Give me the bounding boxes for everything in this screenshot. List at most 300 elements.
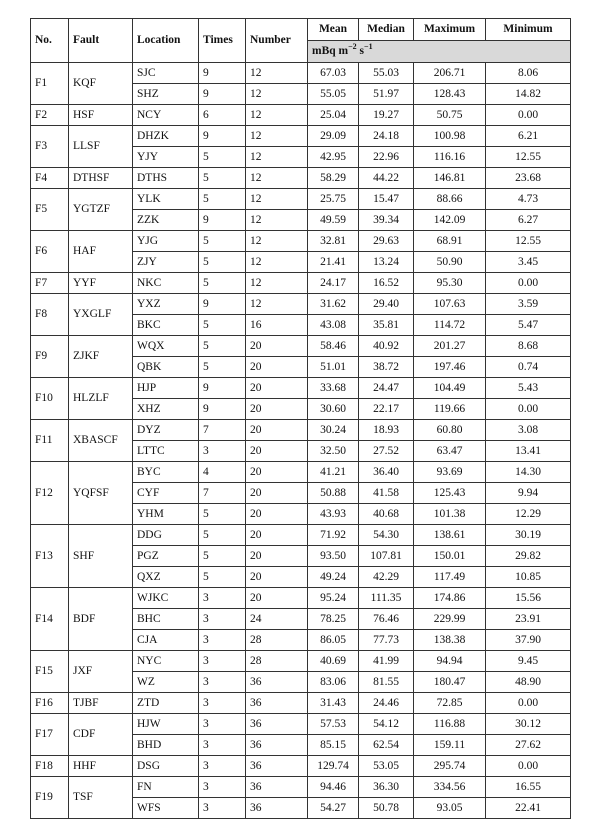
table-row <box>31 714 571 735</box>
number-cell: 20 <box>246 441 308 462</box>
times-cell: 6 <box>199 105 246 126</box>
location-cell: FN <box>133 777 199 798</box>
location-cell: NCY <box>133 105 199 126</box>
number-cell: 20 <box>246 357 308 378</box>
minimum-cell: 10.85 <box>486 567 571 588</box>
fault-name-cell: TJBF <box>69 693 133 714</box>
fault-name-cell: HLZLF <box>69 378 133 420</box>
fault-no-cell: F16 <box>31 693 69 714</box>
fault-no-cell: F12 <box>31 462 69 525</box>
mean-cell: 25.75 <box>308 189 359 210</box>
number-cell: 12 <box>246 294 308 315</box>
number-cell: 20 <box>246 588 308 609</box>
number-cell: 12 <box>246 168 308 189</box>
location-cell: YHM <box>133 504 199 525</box>
minimum-cell: 16.55 <box>486 777 571 798</box>
number-cell: 20 <box>246 483 308 504</box>
fault-no-cell: F5 <box>31 189 69 231</box>
minimum-cell: 30.12 <box>486 714 571 735</box>
header-no: No. <box>31 19 69 63</box>
times-cell: 5 <box>199 168 246 189</box>
times-cell: 3 <box>199 693 246 714</box>
number-cell: 20 <box>246 399 308 420</box>
maximum-cell: 119.66 <box>414 399 486 420</box>
minimum-cell: 3.45 <box>486 252 571 273</box>
header-mean: Mean <box>308 19 359 41</box>
maximum-cell: 68.91 <box>414 231 486 252</box>
number-cell: 12 <box>246 84 308 105</box>
location-cell: DSG <box>133 756 199 777</box>
mean-cell: 43.93 <box>308 504 359 525</box>
minimum-cell: 9.94 <box>486 483 571 504</box>
fault-no-cell: F3 <box>31 126 69 168</box>
maximum-cell: 50.90 <box>414 252 486 273</box>
maximum-cell: 101.38 <box>414 504 486 525</box>
median-cell: 42.29 <box>359 567 414 588</box>
fault-name-cell: KQF <box>69 63 133 105</box>
number-cell: 36 <box>246 693 308 714</box>
maximum-cell: 229.99 <box>414 609 486 630</box>
fault-no-cell: F7 <box>31 273 69 294</box>
mean-cell: 85.15 <box>308 735 359 756</box>
number-cell: 36 <box>246 777 308 798</box>
median-cell: 22.17 <box>359 399 414 420</box>
location-cell: NKC <box>133 273 199 294</box>
fault-no-cell: F9 <box>31 336 69 378</box>
times-cell: 3 <box>199 714 246 735</box>
location-cell: XHZ <box>133 399 199 420</box>
table-row <box>31 693 571 714</box>
fault-no-cell: F13 <box>31 525 69 588</box>
median-cell: 15.47 <box>359 189 414 210</box>
median-cell: 107.81 <box>359 546 414 567</box>
location-cell: DDG <box>133 525 199 546</box>
maximum-cell: 104.49 <box>414 378 486 399</box>
mean-cell: 29.09 <box>308 126 359 147</box>
minimum-cell: 9.45 <box>486 651 571 672</box>
location-cell: YXZ <box>133 294 199 315</box>
minimum-cell: 30.19 <box>486 525 571 546</box>
location-cell: YJG <box>133 231 199 252</box>
minimum-cell: 12.55 <box>486 147 571 168</box>
number-cell: 12 <box>246 63 308 84</box>
times-cell: 3 <box>199 609 246 630</box>
fault-name-cell: YQFSF <box>69 462 133 525</box>
number-cell: 20 <box>246 420 308 441</box>
minimum-cell: 12.55 <box>486 231 571 252</box>
fault-no-cell: F11 <box>31 420 69 462</box>
median-cell: 51.97 <box>359 84 414 105</box>
location-cell: BHC <box>133 609 199 630</box>
median-cell: 41.58 <box>359 483 414 504</box>
location-cell: YLK <box>133 189 199 210</box>
times-cell: 3 <box>199 441 246 462</box>
maximum-cell: 100.98 <box>414 126 486 147</box>
fault-name-cell: DTHSF <box>69 168 133 189</box>
minimum-cell: 8.68 <box>486 336 571 357</box>
header-times: Times <box>199 19 246 63</box>
maximum-cell: 128.43 <box>414 84 486 105</box>
minimum-cell: 22.41 <box>486 798 571 819</box>
table-body <box>31 63 571 819</box>
header-median: Median <box>359 19 414 41</box>
fault-name-cell: CDF <box>69 714 133 756</box>
maximum-cell: 93.69 <box>414 462 486 483</box>
mean-cell: 43.08 <box>308 315 359 336</box>
median-cell: 76.46 <box>359 609 414 630</box>
number-cell: 12 <box>246 189 308 210</box>
table-header <box>31 19 571 63</box>
maximum-cell: 159.11 <box>414 735 486 756</box>
times-cell: 9 <box>199 210 246 231</box>
fault-name-cell: SHF <box>69 525 133 588</box>
times-cell: 3 <box>199 798 246 819</box>
location-cell: BKC <box>133 315 199 336</box>
mean-cell: 25.04 <box>308 105 359 126</box>
number-cell: 12 <box>246 210 308 231</box>
number-cell: 24 <box>246 609 308 630</box>
location-cell: CYF <box>133 483 199 504</box>
mean-cell: 58.46 <box>308 336 359 357</box>
mean-cell: 71.92 <box>308 525 359 546</box>
number-cell: 16 <box>246 315 308 336</box>
location-cell: LTTC <box>133 441 199 462</box>
number-cell: 36 <box>246 798 308 819</box>
number-cell: 36 <box>246 735 308 756</box>
minimum-cell: 48.90 <box>486 672 571 693</box>
times-cell: 5 <box>199 504 246 525</box>
median-cell: 53.05 <box>359 756 414 777</box>
mean-cell: 41.21 <box>308 462 359 483</box>
median-cell: 81.55 <box>359 672 414 693</box>
location-cell: WJKC <box>133 588 199 609</box>
fault-no-cell: F1 <box>31 63 69 105</box>
times-cell: 5 <box>199 147 246 168</box>
mean-cell: 51.01 <box>308 357 359 378</box>
table-row <box>31 420 571 441</box>
unit-exponent-2: −1 <box>364 42 373 52</box>
maximum-cell: 60.80 <box>414 420 486 441</box>
number-cell: 36 <box>246 756 308 777</box>
fault-name-cell: HAF <box>69 231 133 273</box>
fault-name-cell: TSF <box>69 777 133 819</box>
table-row <box>31 231 571 252</box>
mean-cell: 86.05 <box>308 630 359 651</box>
table-page <box>30 18 570 819</box>
mean-cell: 49.59 <box>308 210 359 231</box>
fault-name-cell: JXF <box>69 651 133 693</box>
number-cell: 20 <box>246 336 308 357</box>
mean-cell: 95.24 <box>308 588 359 609</box>
times-cell: 3 <box>199 735 246 756</box>
times-cell: 4 <box>199 462 246 483</box>
table-row <box>31 651 571 672</box>
mean-cell: 33.68 <box>308 378 359 399</box>
number-cell: 36 <box>246 714 308 735</box>
number-cell: 12 <box>246 231 308 252</box>
maximum-cell: 146.81 <box>414 168 486 189</box>
times-cell: 5 <box>199 336 246 357</box>
maximum-cell: 88.66 <box>414 189 486 210</box>
maximum-cell: 174.86 <box>414 588 486 609</box>
median-cell: 41.99 <box>359 651 414 672</box>
median-cell: 77.73 <box>359 630 414 651</box>
mean-cell: 49.24 <box>308 567 359 588</box>
minimum-cell: 14.82 <box>486 84 571 105</box>
unit-mid: s <box>356 45 365 57</box>
times-cell: 9 <box>199 126 246 147</box>
mean-cell: 42.95 <box>308 147 359 168</box>
minimum-cell: 13.41 <box>486 441 571 462</box>
mean-cell: 129.74 <box>308 756 359 777</box>
location-cell: YJY <box>133 147 199 168</box>
location-cell: SHZ <box>133 84 199 105</box>
fault-name-cell: BDF <box>69 588 133 651</box>
table-row <box>31 168 571 189</box>
location-cell: WZ <box>133 672 199 693</box>
minimum-cell: 0.74 <box>486 357 571 378</box>
maximum-cell: 138.61 <box>414 525 486 546</box>
location-cell: NYC <box>133 651 199 672</box>
table-row <box>31 105 571 126</box>
maximum-cell: 142.09 <box>414 210 486 231</box>
fault-name-cell: HHF <box>69 756 133 777</box>
header-maximum: Maximum <box>414 19 486 41</box>
median-cell: 27.52 <box>359 441 414 462</box>
maximum-cell: 295.74 <box>414 756 486 777</box>
header-fault: Fault <box>69 19 133 63</box>
table-row <box>31 588 571 609</box>
location-cell: QBK <box>133 357 199 378</box>
table-row <box>31 63 571 84</box>
number-cell: 20 <box>246 378 308 399</box>
times-cell: 5 <box>199 525 246 546</box>
maximum-cell: 63.47 <box>414 441 486 462</box>
header-row-1 <box>31 19 571 41</box>
header-minimum: Minimum <box>486 19 571 41</box>
location-cell: BHD <box>133 735 199 756</box>
mean-cell: 67.03 <box>308 63 359 84</box>
minimum-cell: 5.43 <box>486 378 571 399</box>
location-cell: WFS <box>133 798 199 819</box>
location-cell: QXZ <box>133 567 199 588</box>
location-cell: DTHS <box>133 168 199 189</box>
minimum-cell: 0.00 <box>486 273 571 294</box>
minimum-cell: 27.62 <box>486 735 571 756</box>
median-cell: 16.52 <box>359 273 414 294</box>
times-cell: 3 <box>199 672 246 693</box>
maximum-cell: 114.72 <box>414 315 486 336</box>
fault-no-cell: F18 <box>31 756 69 777</box>
maximum-cell: 93.05 <box>414 798 486 819</box>
fault-no-cell: F17 <box>31 714 69 756</box>
median-cell: 29.63 <box>359 231 414 252</box>
number-cell: 28 <box>246 651 308 672</box>
minimum-cell: 0.00 <box>486 399 571 420</box>
minimum-cell: 0.00 <box>486 756 571 777</box>
minimum-cell: 37.90 <box>486 630 571 651</box>
fault-name-cell: HSF <box>69 105 133 126</box>
fault-no-cell: F15 <box>31 651 69 693</box>
minimum-cell: 12.29 <box>486 504 571 525</box>
fault-name-cell: ZJKF <box>69 336 133 378</box>
fault-no-cell: F2 <box>31 105 69 126</box>
median-cell: 24.46 <box>359 693 414 714</box>
location-cell: HJW <box>133 714 199 735</box>
maximum-cell: 206.71 <box>414 63 486 84</box>
header-location: Location <box>133 19 199 63</box>
times-cell: 3 <box>199 630 246 651</box>
times-cell: 5 <box>199 546 246 567</box>
header-unit <box>308 41 571 63</box>
location-cell: ZJY <box>133 252 199 273</box>
fault-name-cell: YGTZF <box>69 189 133 231</box>
median-cell: 62.54 <box>359 735 414 756</box>
median-cell: 35.81 <box>359 315 414 336</box>
minimum-cell: 8.06 <box>486 63 571 84</box>
number-cell: 28 <box>246 630 308 651</box>
fault-name-cell: YYF <box>69 273 133 294</box>
minimum-cell: 15.56 <box>486 588 571 609</box>
median-cell: 54.30 <box>359 525 414 546</box>
median-cell: 19.27 <box>359 105 414 126</box>
median-cell: 24.18 <box>359 126 414 147</box>
times-cell: 5 <box>199 315 246 336</box>
median-cell: 55.03 <box>359 63 414 84</box>
median-cell: 36.30 <box>359 777 414 798</box>
median-cell: 13.24 <box>359 252 414 273</box>
maximum-cell: 138.38 <box>414 630 486 651</box>
number-cell: 12 <box>246 252 308 273</box>
number-cell: 12 <box>246 126 308 147</box>
median-cell: 50.78 <box>359 798 414 819</box>
mean-cell: 24.17 <box>308 273 359 294</box>
times-cell: 9 <box>199 399 246 420</box>
maximum-cell: 334.56 <box>414 777 486 798</box>
times-cell: 9 <box>199 84 246 105</box>
times-cell: 3 <box>199 756 246 777</box>
median-cell: 18.93 <box>359 420 414 441</box>
location-cell: DYZ <box>133 420 199 441</box>
times-cell: 5 <box>199 189 246 210</box>
mean-cell: 31.43 <box>308 693 359 714</box>
median-cell: 44.22 <box>359 168 414 189</box>
times-cell: 3 <box>199 777 246 798</box>
maximum-cell: 94.94 <box>414 651 486 672</box>
mean-cell: 54.27 <box>308 798 359 819</box>
minimum-cell: 29.82 <box>486 546 571 567</box>
table-row <box>31 756 571 777</box>
mean-cell: 57.53 <box>308 714 359 735</box>
mean-cell: 30.24 <box>308 420 359 441</box>
location-cell: WQX <box>133 336 199 357</box>
times-cell: 5 <box>199 252 246 273</box>
table-row <box>31 777 571 798</box>
unit-main: mBq m <box>312 45 349 57</box>
minimum-cell: 6.27 <box>486 210 571 231</box>
times-cell: 5 <box>199 273 246 294</box>
maximum-cell: 95.30 <box>414 273 486 294</box>
radon-flux-table <box>30 18 571 819</box>
minimum-cell: 5.47 <box>486 315 571 336</box>
times-cell: 9 <box>199 378 246 399</box>
number-cell: 12 <box>246 105 308 126</box>
median-cell: 111.35 <box>359 588 414 609</box>
median-cell: 40.68 <box>359 504 414 525</box>
table-row <box>31 525 571 546</box>
minimum-cell: 23.68 <box>486 168 571 189</box>
location-cell: BYC <box>133 462 199 483</box>
median-cell: 22.96 <box>359 147 414 168</box>
mean-cell: 32.50 <box>308 441 359 462</box>
median-cell: 29.40 <box>359 294 414 315</box>
table-row <box>31 189 571 210</box>
maximum-cell: 117.49 <box>414 567 486 588</box>
mean-cell: 94.46 <box>308 777 359 798</box>
mean-cell: 30.60 <box>308 399 359 420</box>
number-cell: 20 <box>246 462 308 483</box>
times-cell: 9 <box>199 294 246 315</box>
fault-name-cell: LLSF <box>69 126 133 168</box>
median-cell: 39.34 <box>359 210 414 231</box>
mean-cell: 32.81 <box>308 231 359 252</box>
times-cell: 5 <box>199 567 246 588</box>
maximum-cell: 197.46 <box>414 357 486 378</box>
number-cell: 20 <box>246 567 308 588</box>
header-number: Number <box>246 19 308 63</box>
minimum-cell: 4.73 <box>486 189 571 210</box>
fault-no-cell: F10 <box>31 378 69 420</box>
times-cell: 9 <box>199 63 246 84</box>
mean-cell: 21.41 <box>308 252 359 273</box>
fault-name-cell: YXGLF <box>69 294 133 336</box>
mean-cell: 50.88 <box>308 483 359 504</box>
median-cell: 36.40 <box>359 462 414 483</box>
fault-no-cell: F14 <box>31 588 69 651</box>
location-cell: DHZK <box>133 126 199 147</box>
maximum-cell: 107.63 <box>414 294 486 315</box>
maximum-cell: 201.27 <box>414 336 486 357</box>
number-cell: 12 <box>246 147 308 168</box>
times-cell: 3 <box>199 588 246 609</box>
number-cell: 12 <box>246 273 308 294</box>
location-cell: SJC <box>133 63 199 84</box>
median-cell: 40.92 <box>359 336 414 357</box>
times-cell: 3 <box>199 651 246 672</box>
location-cell: ZTD <box>133 693 199 714</box>
maximum-cell: 150.01 <box>414 546 486 567</box>
minimum-cell: 6.21 <box>486 126 571 147</box>
median-cell: 54.12 <box>359 714 414 735</box>
mean-cell: 78.25 <box>308 609 359 630</box>
fault-no-cell: F6 <box>31 231 69 273</box>
mean-cell: 83.06 <box>308 672 359 693</box>
fault-no-cell: F8 <box>31 294 69 336</box>
number-cell: 36 <box>246 672 308 693</box>
fault-name-cell: XBASCF <box>69 420 133 462</box>
number-cell: 20 <box>246 525 308 546</box>
table-row <box>31 294 571 315</box>
maximum-cell: 72.85 <box>414 693 486 714</box>
mean-cell: 40.69 <box>308 651 359 672</box>
table-row <box>31 273 571 294</box>
maximum-cell: 116.16 <box>414 147 486 168</box>
minimum-cell: 14.30 <box>486 462 571 483</box>
location-cell: ZZK <box>133 210 199 231</box>
number-cell: 20 <box>246 546 308 567</box>
table-row <box>31 336 571 357</box>
mean-cell: 31.62 <box>308 294 359 315</box>
